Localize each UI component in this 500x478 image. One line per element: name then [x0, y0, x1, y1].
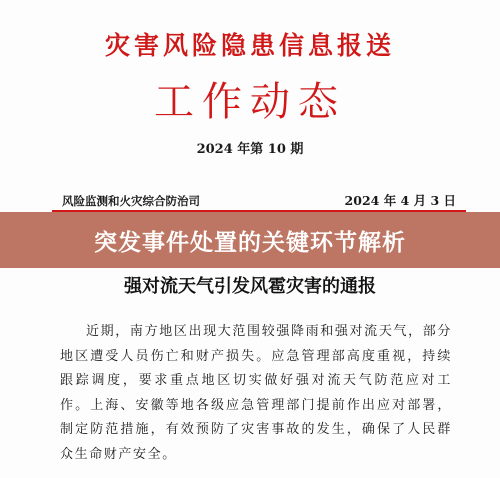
document-title: 强对流天气引发风雹灾害的通报 — [124, 276, 376, 297]
issuing-organization: 风险监测和火灾综合防治司 — [62, 194, 200, 208]
title-banner — [0, 212, 500, 268]
issue-number: 2024 年第 10 期 — [196, 142, 304, 157]
banner-title: 突发事件处置的关键环节解析 — [94, 229, 406, 256]
header-title: 灾害风险隐患信息报送 — [104, 31, 395, 60]
header-subtitle: 工作动态 — [154, 79, 346, 125]
document-body: 近期，南方地区出现大范围较强降雨和强对流天气，部分地区遭受人员伤亡和财产损失。应急管理部高度重视，持续跟踪调度，要求重点地区切实做好强对流天气防范应对工作。上海、安徽等地各级应急管理部门提前作出应对部署，制定防范措施，有效预防了灾害事故的发生，确保了人民群众生命财产安全。 — [60, 324, 452, 462]
issue-date: 2024 年 4 月 3 日 — [344, 193, 456, 208]
